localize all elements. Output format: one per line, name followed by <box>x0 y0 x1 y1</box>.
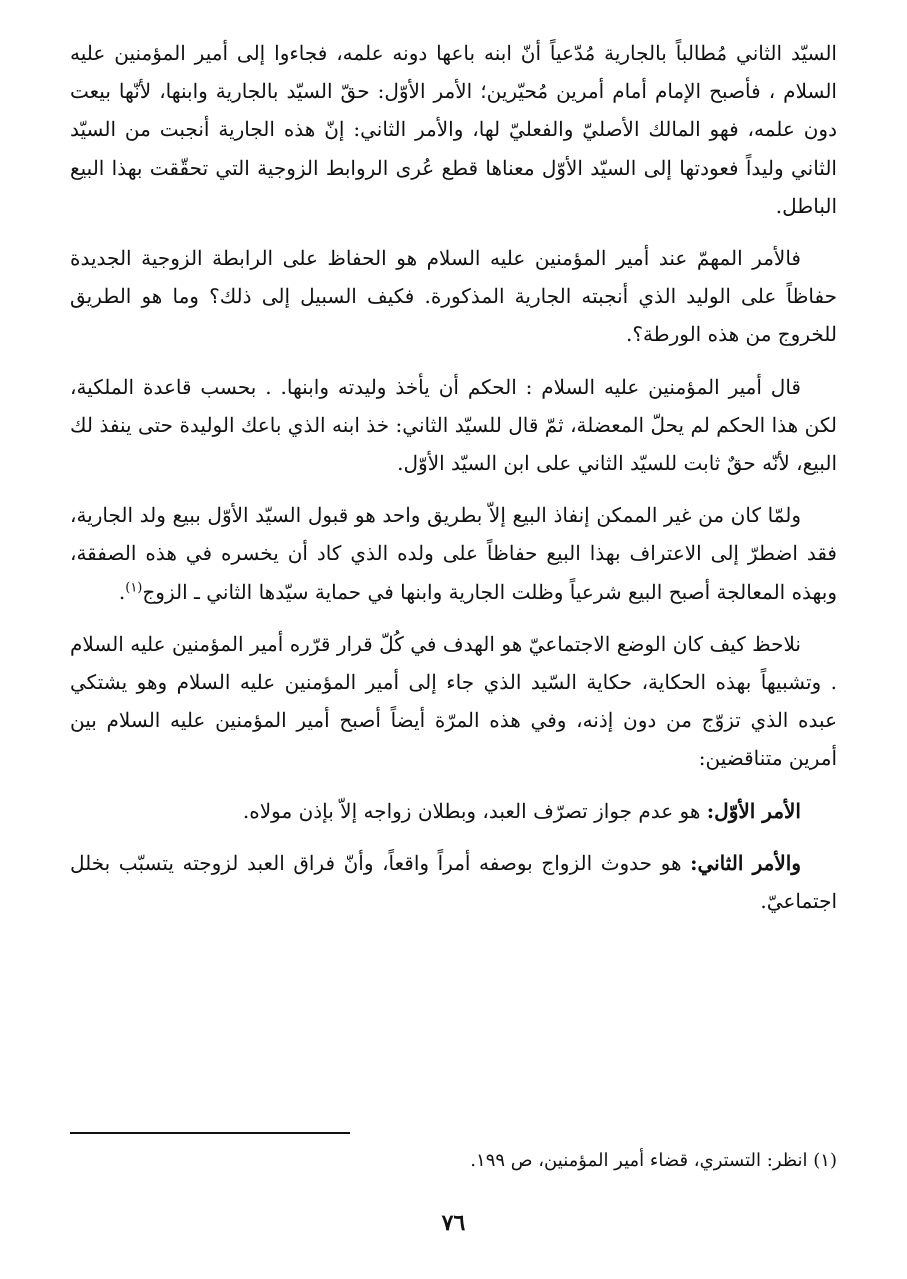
footnote-text: انظر: التستري، قضاء أمير المؤمنين، ص ١٩٩. <box>470 1150 808 1171</box>
book-page <box>70 34 837 1279</box>
paragraph-text: نلاحظ كيف كان الوضع الاجتماعيّ هو الهدف في كُلّ قرار قرّره أمير المؤمنين عليه السلام . وتشبيهاً بهذه الحكاية، حكاية السّيد الذي جاء إلى أمير المؤمنين عليه السلام وهو يشتكي عبده الذي تزوّج من دون إذنه، وفي هذه المرّة أيضاً أصبح أمير المؤمنين عليه السلام بين أمرين متناقضين: <box>70 631 837 771</box>
paragraph <box>70 496 837 611</box>
body-text <box>70 34 837 920</box>
paragraph <box>70 34 837 225</box>
paragraph <box>70 368 837 483</box>
paragraph-text: هو عدم جواز تصرّف العبد، وبطلان زواجه إلاّ بإذن مولاه. <box>242 798 707 823</box>
paragraph <box>70 844 837 920</box>
paragraph-end: . <box>118 579 126 604</box>
footnote-reference[interactable]: (١) <box>125 579 143 595</box>
paragraph-text: السيّد الثاني مُطالباً بالجارية مُدّعياً أنّ ابنه باعها دونه علمه، فجاءوا إلى أمير المؤمنين عليه السلام ، فأصبح الإمام أمام أمرين مُحيّرين؛ الأمر الأوّل: حقّ السيّد بالجارية وابنها، لأنّها بيعت دون علمه، فهو المالك الأصليّ والفعليّ لها، والأمر الثاني: إنّ هذه الجارية أنجبت من السيّد الثاني وليداً فعودتها إلى السيّد الأوّل معناها قطع عُرى الروابط الزوجية التي تحقّقت بهذا البيع الباطل. <box>70 41 837 218</box>
paragraph-text: قال أمير المؤمنين عليه السلام : الحكم أن يأخذ وليدته وابنها. . بحسب قاعدة الملكية، لكن هذا الحكم لم يحلّ المعضلة، ثمّ قال للسيّد الثاني: خذ ابنه الذي باعك الوليدة حتى ينفذ لك البيع، لأنّه حقٌ ثابت للسيّد الثاني على ابن السيّد الأوّل. <box>70 374 837 476</box>
paragraph-text: ولمّا كان من غير الممكن إنفاذ البيع إلاّ بطريق واحد هو قبول السيّد الأوّل ببيع ولد الجارية، فقد اضطرّ إلى الاعتراف بهذا البيع حفاظاً على ولده الذي كاد أن يخسره في هذه الصفقة، وبهذه المعالجة أصبح البيع شرعياً وظلت الجارية وابنها في حماية سيّدها الثاني ـ الزوج <box>70 503 837 604</box>
paragraph-heading: الأمر الأوّل: <box>706 798 801 823</box>
paragraph <box>70 625 837 778</box>
paragraph-text: فالأمر المهمّ عند أمير المؤمنين عليه السلام هو الحفاظ على الرابطة الزوجية الجديدة حفاظاً على الوليد الذي أنجبته الجارية المذكورة. فكيف السبيل إلى ذلك؟ وما هو الطريق للخروج من هذه الورطة؟. <box>70 246 837 347</box>
page-number: ٧٦ <box>441 1210 466 1236</box>
footnote <box>70 1146 837 1176</box>
paragraph <box>70 239 837 354</box>
paragraph <box>70 792 837 830</box>
footnote-marker: (١) <box>813 1150 837 1171</box>
paragraph-text: هو حدوث الزواج بوصفه أمراً واقعاً، وأنّ فراق العبد لزوجته يتسبّب بخلل اجتماعيّ. <box>70 850 837 914</box>
paragraph-heading: والأمر الثاني: <box>690 850 802 875</box>
footnote-divider <box>70 1132 350 1134</box>
